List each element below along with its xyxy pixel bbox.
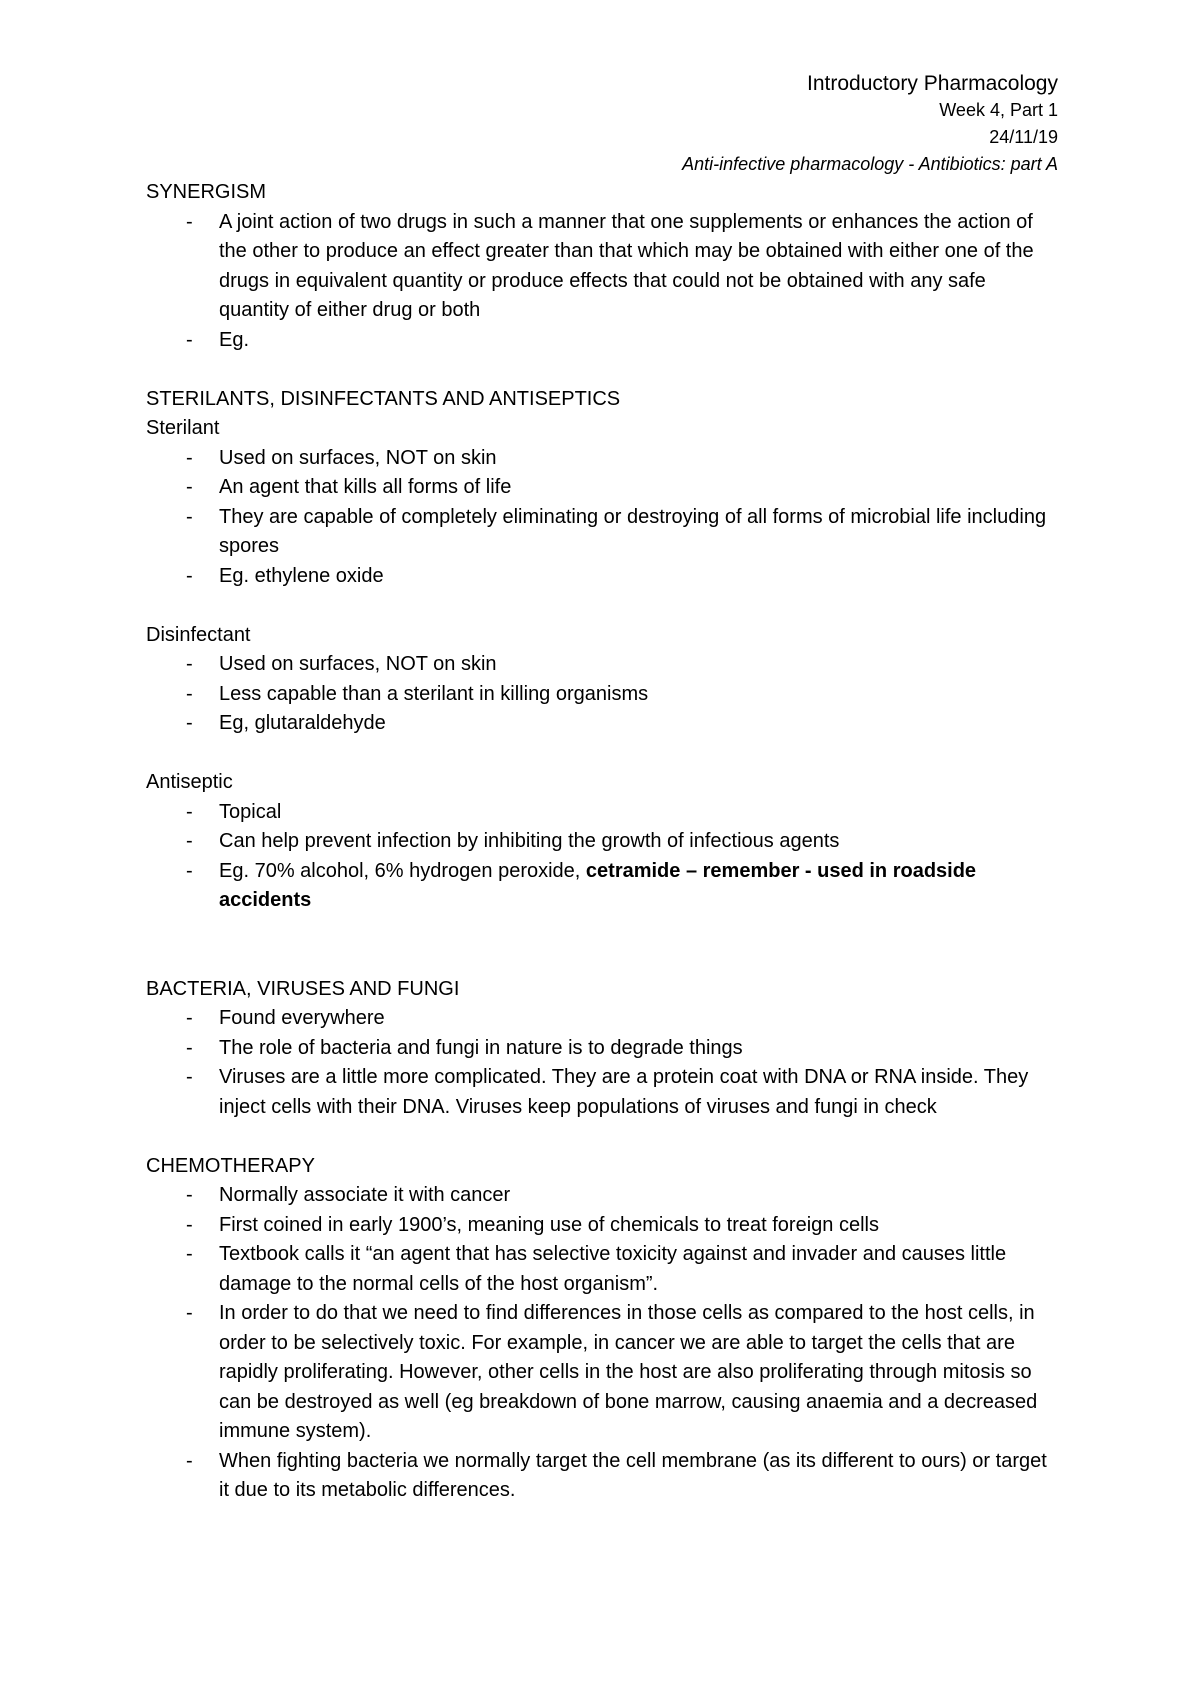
list-item: - Less capable than a sterilant in killing organisms: [146, 680, 1058, 710]
list-item: - In order to do that we need to find differences in those cells as compared to the host cells, in order to be selectively toxic. For example, in cancer we are able to target the cells that are rapidly proliferating. However, other cells in the host are also proliferating through mitosis so can be destroyed as well (eg breakdown of bone marrow, causing anaemia and a decreased immune system).: [146, 1299, 1058, 1447]
topic-label: Anti-infective pharmacology - Antibiotics: part A: [682, 154, 1058, 174]
subsection-heading: Disinfectant: [146, 623, 251, 646]
course-title: Introductory Pharmacology: [807, 72, 1058, 95]
list-item: - When fighting bacteria we normally target the cell membrane (as its different to ours) or target it due to its metabolic differences.: [146, 1447, 1058, 1506]
sterilants-section: [146, 385, 1058, 916]
subsection-heading: Antiseptic: [146, 771, 233, 793]
list-item: - Normally associate it with cancer: [146, 1181, 1058, 1211]
bullet-list: [146, 798, 1058, 916]
bullet-list: [146, 1004, 1058, 1122]
list-item: - Can help prevent infection by inhibiting the growth of infectious agents: [146, 827, 1058, 857]
subsection-heading: Sterilant: [146, 417, 220, 439]
list-item: - Viruses are a little more complicated. They are a protein coat with DNA or RNA inside. They inject cells with their DNA. Viruses keep populations of viruses and fungi in check: [146, 1063, 1058, 1122]
list-item: - The role of bacteria and fungi in nature is to degrade things: [146, 1034, 1058, 1064]
list-item-emphasis: cetramide – remember - used in roadside accidents: [219, 859, 977, 911]
document-page: [146, 70, 1058, 1506]
list-item: - Eg, glutaraldehyde: [146, 709, 1058, 739]
chemotherapy-section: [146, 1152, 1058, 1506]
list-item-text: Eg. 70% alcohol, 6% hydrogen peroxide,: [219, 859, 586, 882]
section-heading: CHEMOTHERAPY: [146, 1154, 315, 1177]
section-heading: SYNERGISM: [146, 181, 267, 203]
list-item: - Used on surfaces, NOT on skin: [146, 650, 1058, 680]
list-item: - Used on surfaces, NOT on skin: [146, 444, 1058, 474]
bullet-list: [146, 444, 1058, 592]
bacteria-section: [146, 975, 1058, 1123]
section-heading: STERILANTS, DISINFECTANTS AND ANTISEPTICS: [146, 387, 621, 410]
list-item: - A joint action of two drugs in such a manner that one supplements or enhances the action of the other to produce an effect greater than that which may be obtained with either one of the drugs in equivalent quantity or produce effects that could not be obtained with any safe quantity of either drug or both: [146, 208, 1058, 326]
list-item: - Found everywhere: [146, 1004, 1058, 1034]
document-header: [146, 70, 1058, 178]
list-item: [146, 857, 1058, 916]
list-item: - An agent that kills all forms of life: [146, 473, 1058, 503]
bullet-list: [146, 1181, 1058, 1506]
list-item: - Topical: [146, 798, 1058, 828]
list-item: - Eg. ethylene oxide: [146, 562, 1058, 592]
week-label: Week 4, Part 1: [939, 100, 1058, 120]
section-heading: BACTERIA, VIRUSES AND FUNGI: [146, 977, 460, 1000]
date-label: 24/11/19: [989, 127, 1058, 147]
bullet-list: [146, 650, 1058, 739]
list-item: - Textbook calls it “an agent that has selective toxicity against and invader and causes little damage to the normal cells of the host organism”.: [146, 1240, 1058, 1299]
synergism-section: [146, 178, 1058, 355]
list-item: - First coined in early 1900’s, meaning use of chemicals to treat foreign cells: [146, 1211, 1058, 1241]
list-item: - They are capable of completely eliminating or destroying of all forms of microbial life including spores: [146, 503, 1058, 562]
list-item: - Eg.: [146, 326, 1058, 356]
bullet-list: [146, 208, 1058, 356]
